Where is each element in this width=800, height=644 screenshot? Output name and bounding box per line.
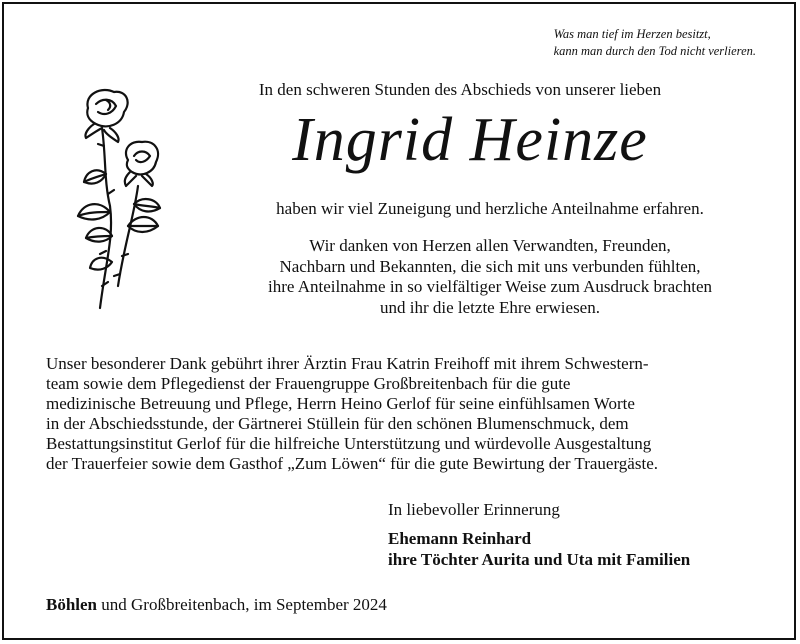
motto-quote [554,26,756,60]
thanks-line: Nachbarn und Bekannten, die sich mit uns verbunden fühlten, [279,256,701,276]
thanks-line: ihre Anteilnahme in so vielfältiger Weise zum Ausdruck brachten [268,277,712,296]
deceased-name: Ingrid Heinze [292,106,648,174]
place-rest: und Großbreitenbach, im September 2024 [97,595,387,614]
signers [388,528,690,570]
place-town: Böhlen [46,595,98,614]
special-thanks-line: der Trauerfeier sowie dem Gasthof „Zum Löwen“ für die gute Bewirtung der Trauergäste. [46,454,658,473]
thanks-paragraph [200,236,780,318]
special-thanks-line: Bestattungsinstitut Gerlof für die hilfreiche Unterstützung und würdevolle Ausgestaltung [46,434,652,453]
motto-line: Was man tief im Herzen besitzt, [553,27,711,41]
thanks-line: und ihr die letzte Ehre erwiesen. [380,297,600,317]
intro-line: In den schweren Stunden des Abschieds von unserer lieben [258,80,662,99]
signer-line: Ehemann Reinhard [388,529,532,548]
special-thanks-line: team sowie dem Pflegedienst der Frauengruppe Großbreitenbach für die gute [46,374,571,393]
special-thanks-line: medizinische Betreuung und Pflege, Herrn Heino Gerlof für seine einfühlsamen Worte [46,394,635,413]
thanks-line: Wir danken von Herzen allen Verwandten, Freunden, [309,236,671,255]
special-thanks-paragraph [46,354,786,474]
special-thanks-line: in der Abschiedsstunde, der Gärtnerei Stüllein für den schönen Blumenschmuck, dem [46,414,629,433]
rose-icon [66,86,182,312]
signer-line: ihre Töchter Aurita und Uta mit Familien [388,550,691,569]
motto-line: kann man durch den Tod nicht verlieren. [553,44,756,58]
closing-phrase: In liebevoller Erinnerung [388,500,560,519]
special-thanks-line: Unser besonderer Dank gebührt ihrer Ärztin Frau Katrin Freihoff mit ihrem Schwestern- [46,354,649,373]
sympathy-line: haben wir viel Zuneigung und herzliche Anteilnahme erfahren. [276,199,704,218]
place-and-date [46,595,387,615]
